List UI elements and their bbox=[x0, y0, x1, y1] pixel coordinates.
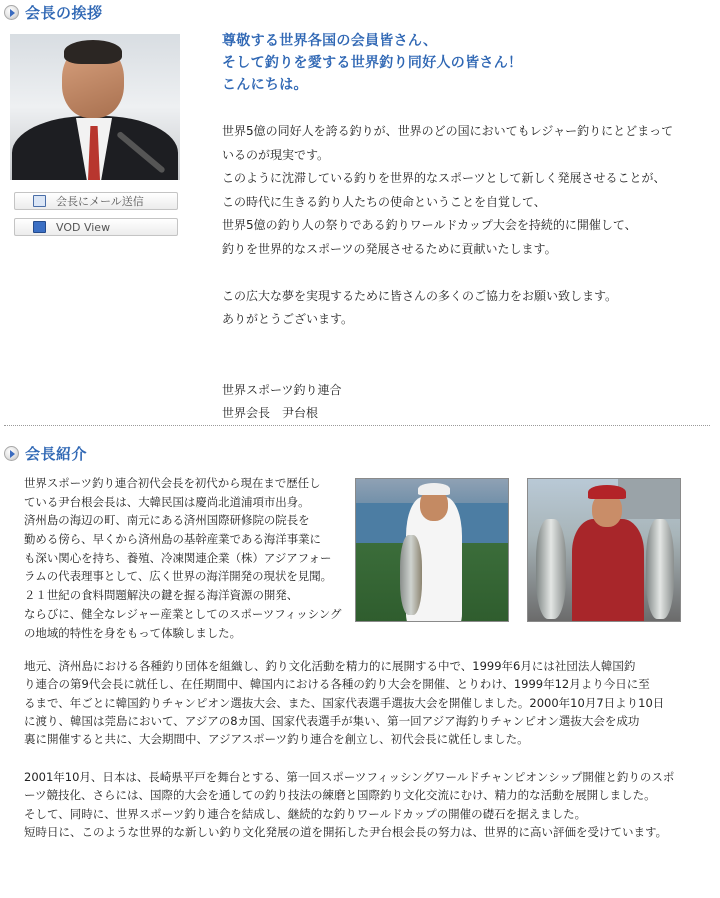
para-line: 地元、済州島における各種釣り団体を組織し、釣り文化活動を精力的に展開する中で、1999年6月には社団法人韓国釣 bbox=[24, 659, 636, 673]
greeting-line: 尊敬する世界各国の会員皆さん、 bbox=[222, 33, 438, 49]
para-line: に渡り、韓国は莞島において、アジアの8カ国、国家代表選手が集い、第一回アジア海釣りチャンピオン選抜大会を成功 bbox=[24, 713, 640, 728]
section-title: 会長紹介 bbox=[25, 444, 88, 463]
bullet-arrow-icon bbox=[4, 5, 19, 20]
body-line: このように沈滞している釣りを世界的なスポーツとして新しく発展させることが、 bbox=[222, 171, 666, 185]
intro-line: の地域的特性を身をもって体験しました。 bbox=[24, 625, 242, 640]
greeting-line: こんにちは。 bbox=[222, 77, 308, 93]
intro-line: も深い関心を持ち、養殖、冷凍関連企業（株）アジアフォー bbox=[24, 550, 332, 565]
para-line: 短時日に、このような世界的な新しい釣り文化発展の道を開拓した尹台根会長の努力は、世界的に高い評価を受けています。 bbox=[24, 824, 668, 839]
intro-line: ている尹台根会長は、大韓民国は慶尚北道浦項市出身。 bbox=[24, 494, 310, 509]
body-line: ありがとうございます。 bbox=[222, 312, 354, 326]
signature-name: 世界会長 尹台根 bbox=[222, 406, 319, 420]
vod-view-label: VOD View bbox=[56, 220, 111, 234]
body-line bbox=[222, 261, 673, 285]
email-chairman-label: 会長にメール送信 bbox=[56, 195, 144, 208]
profile-intro bbox=[24, 474, 354, 642]
greeting-line: そして釣りを愛する世界釣り同好人の皆さん！ bbox=[222, 55, 523, 71]
section-header-profile bbox=[4, 443, 87, 463]
greeting-body bbox=[222, 120, 673, 426]
body-line: いるのが現実です。 bbox=[222, 147, 330, 162]
monitor-icon bbox=[33, 221, 46, 233]
profile-paragraph-2 bbox=[24, 657, 664, 748]
profile-paragraph-3 bbox=[24, 768, 674, 841]
body-line: 世界5億の同好人を誇る釣りが、世界のどの国においてもレジャー釣りにとどまって bbox=[222, 124, 674, 138]
intro-line: 世界スポーツ釣り連合初代会長を初代から現在まで歴任し bbox=[24, 476, 321, 490]
fishing-photo-2 bbox=[527, 478, 681, 622]
intro-line: 済州島の海辺の町、南元にある済州国際研修院の院長を bbox=[24, 513, 310, 528]
intro-line: ラムの代表理事として、広く世界の海洋開発の現状を見聞。 bbox=[24, 569, 333, 584]
body-line: 釣りを世界的なスポーツの発展させるために貢献いたします。 bbox=[222, 241, 557, 256]
email-chairman-button[interactable] bbox=[14, 192, 178, 210]
signature-org: 世界スポーツ釣り連合 bbox=[222, 382, 342, 397]
para-line: 2001年10月、日本は、長崎県平戸を舞台とする、第一回スポーツフィッシングワールドチャンピオンシップ開催と釣りのスポ bbox=[24, 770, 675, 784]
greeting-heading bbox=[222, 30, 522, 96]
body-line bbox=[222, 355, 673, 379]
body-line: この時代に生きる釣り人たちの使命ということを自覚して、 bbox=[222, 194, 546, 209]
fishing-photo-1 bbox=[355, 478, 509, 622]
section-header-greeting bbox=[4, 2, 103, 22]
section-title: 会長の挨拶 bbox=[25, 3, 103, 22]
para-line: り連合の第9代会長に就任し、在任期間中、韓国内における各種の釣り大会を開催、とりわけ、1999年12月より今日に至 bbox=[24, 677, 650, 692]
intro-line: 勤める傍ら、早くから済州島の基幹産業である海洋事業に bbox=[24, 532, 321, 547]
printer-icon bbox=[33, 195, 46, 207]
intro-line: ２１世紀の食料問題解決の鍵を握る海洋資源の開発、 bbox=[24, 588, 299, 603]
chairman-portrait bbox=[10, 34, 180, 180]
vod-view-button[interactable] bbox=[14, 218, 178, 236]
section-divider bbox=[4, 425, 710, 426]
body-line: この広大な夢を実現するために皆さんの多くのご協力をお願い致します。 bbox=[222, 288, 618, 303]
para-line: ーツ競技化、さらには、国際的大会を通しての釣り技法の練磨と国際釣り文化交流にむけ、精力的な活動を展開しました。 bbox=[24, 788, 656, 803]
para-line: るまで、年ごとに韓国釣りチャンピオン選抜大会、また、国家代表選手選抜大会を開催しました。2000年10月7日より10日 bbox=[24, 695, 665, 710]
body-line bbox=[222, 332, 673, 356]
bullet-arrow-icon bbox=[4, 446, 19, 461]
body-line: 世界5億の釣り人の祭りである釣りワールドカップ大会を持続的に開催して、 bbox=[222, 218, 637, 232]
para-line: そして、同時に、世界スポーツ釣り連合を結成し、継続的な釣りワールドカップの開催の礎石を据えました。 bbox=[24, 806, 587, 821]
para-line: 裏に開催すると共に、大会期間中、アジアスポーツ釣り連合を創立し、初代会長に就任しました。 bbox=[24, 732, 529, 747]
intro-line: ならびに、健全なレジャー産業としてのスポーツフィッシング bbox=[24, 606, 342, 621]
